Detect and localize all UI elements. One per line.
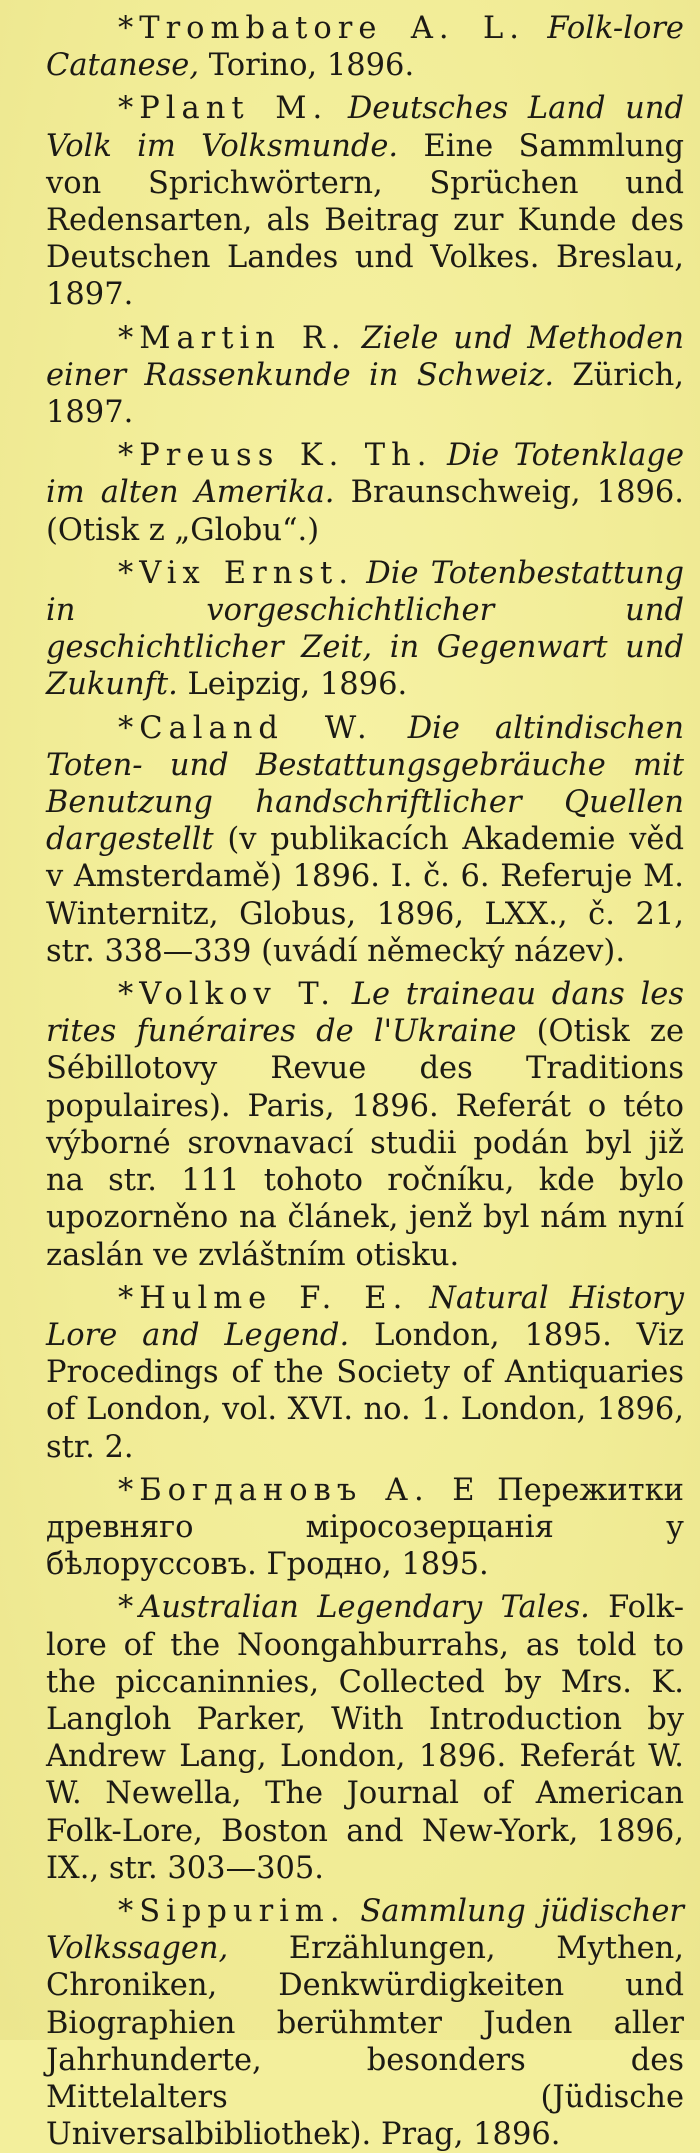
- entry-text: London, 1895. Viz Procedings of the Society of Antiquaries of London, vol. XVI. no. 1. London, 1896, str. 2.: [46, 1317, 684, 1465]
- entry-author: Богдановъ А. Е: [139, 1472, 481, 1508]
- entry-star: *: [118, 555, 134, 591]
- entry-text: Пережитки древняго міросозерцанія у бѣлоруссовъ. Гродно, 1895.: [46, 1472, 684, 1583]
- entry-author: Hulme F. E.: [139, 1280, 409, 1316]
- entry-title: Ziele und Methoden einer Rassenkunde in Schweiz.: [46, 320, 684, 393]
- entry-author: Caland W.: [139, 710, 373, 746]
- entry-text: Eine Sammlung von Sprichwörtern, Sprüchen und Redensarten, als Beitrag zur Kunde des Deutschen Landes und Volkes. Breslau, 1897.: [46, 128, 684, 313]
- entry-text: (Otisk ze Sébillotovy Revue des Traditions populaires). Paris, 1896. Referát o této výborné srovnavací studii podán byl již na str. 111 tohoto ročníku, kde bylo upozorněno na článek, jenž byl nám nyní zaslán ve zvláštním otisku.: [46, 1014, 685, 1273]
- bibliography-entry: [46, 10, 684, 84]
- entry-text: Erzählungen, Mythen, Chroniken, Denkwürdigkeiten und Biographien berühmter Juden aller Jahrhunderte, besonders des Mittelalters (Jüdische Universalbibliothek). Prag, 1896.: [46, 1931, 684, 2153]
- entry-text: Zürich, 1897.: [46, 357, 684, 431]
- entry-author: Vix Ernst.: [139, 555, 355, 591]
- entry-title: Australian Legendary Tales.: [139, 1590, 590, 1626]
- bibliography-entry: [46, 1472, 684, 1584]
- entry-author: Plant M.: [139, 91, 329, 127]
- bibliography-entry: [46, 976, 684, 1274]
- entry-star: *: [118, 710, 134, 746]
- entry-text: Leipzig, 1896.: [177, 667, 408, 703]
- entry-author: Sippurim.: [139, 1893, 346, 1929]
- bibliography-entry: [46, 1280, 684, 1466]
- entry-star: *: [118, 11, 134, 46]
- entry-title: Natural History Lore and Legend.: [46, 1280, 684, 1353]
- entry-star: *: [118, 1472, 134, 1508]
- entry-title: Sammlung jüdischer Volkssagen,: [46, 1893, 684, 1967]
- entry-title: Die Totenbestattung in vorgeschichtlicher und geschichtlicher Zeit, in Gegenwart und Zukunft.: [46, 555, 685, 703]
- bibliography-entry: [46, 1893, 684, 2153]
- entry-author: Trombatore A. L.: [139, 11, 525, 46]
- bibliography-entry: [46, 555, 684, 704]
- entry-star: *: [118, 977, 134, 1013]
- entry-author: Martin R.: [139, 320, 347, 356]
- entry-title: Folk-lore Catanese,: [46, 11, 684, 84]
- bibliography-entry: [46, 90, 684, 313]
- entry-author: Preuss K. Th.: [139, 438, 433, 474]
- entry-title: Deutsches Land und Volk im Volksmunde.: [46, 91, 684, 164]
- entry-title: Die altindischen Toten- und Bestattungsgebräuche mit Benutzung handschriftlicher Quellen dargestellt: [46, 710, 684, 858]
- bibliography-entry: [46, 437, 684, 549]
- entry-text: Braunschweig, 1896. (Otisk z „Globu“.): [46, 475, 684, 548]
- entry-title: Die Totenklage im alten Amerika.: [46, 438, 684, 511]
- entry-star: *: [118, 91, 134, 127]
- entry-text: (v publikacích Akademie věd v Amsterdamě) 1896. I. č. 6. Referuje M. Winternitz, Globus, 1896, LXX., č. 21, str. 338—339 (uvádí německý název).: [46, 822, 684, 969]
- entry-author: Volkov T.: [139, 977, 336, 1013]
- bibliography-entry: [46, 710, 684, 970]
- entry-star: *: [118, 1893, 134, 1929]
- entry-star: *: [118, 438, 134, 474]
- bibliography-entry: [46, 1589, 684, 1887]
- entry-text: Folk-lore of the Noongahburrahs, as told to the piccaninnies, Collected by Mrs. K. Langloh Parker, With Introduction by Andrew Lang, London, 1896. Referát W. W. Newella, The Journal of American Folk-Lore, Boston and New-York, 1896, IX., str. 303—305.: [46, 1590, 685, 1886]
- entry-title: Le traineau dans les rites funéraires de l'Ukraine: [46, 977, 684, 1050]
- entry-text: Torino, 1896.: [199, 48, 415, 84]
- entry-star: *: [118, 320, 134, 356]
- entry-star: *: [118, 1590, 134, 1626]
- entry-star: *: [118, 1280, 134, 1316]
- bibliography-entry: [46, 320, 684, 432]
